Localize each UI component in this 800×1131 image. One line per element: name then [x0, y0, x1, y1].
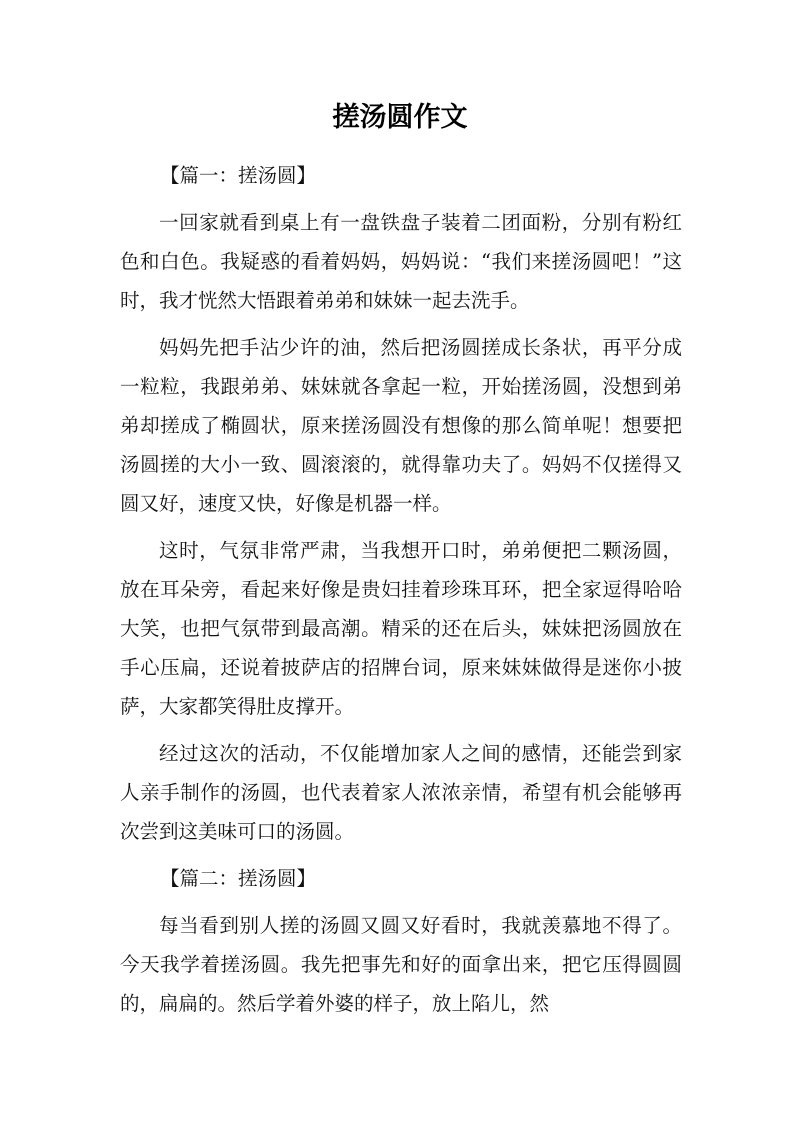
- section-2-paragraph-1: 每当看到别人搓的汤圆又圆又好看时，我就羡慕地不得了。今天我学着搓汤圆。我先把事先和好的面拿出来，把它压得圆圆的，扁扁的。然后学着外婆的样子，放上陷儿，然: [120, 914, 682, 1015]
- section-heading-2: 【篇二：搓汤圆】: [160, 867, 317, 890]
- section-1-paragraph-1: 一回家就看到桌上有一盘铁盘子装着二团面粉，分别有粉红色和白色。我疑惑的看着妈妈，妈妈说：“我们来搓汤圆吧！”这时，我才恍然大悟跟着弟弟和妹妹一起去洗手。: [120, 211, 682, 312]
- section-1-paragraph-3: 这时，气氛非常严肃，当我想开口时，弟弟便把二颗汤圆，放在耳朵旁，看起来好像是贵妇挂着珍珠耳环，把全家逗得哈哈大笑，也把气氛带到最高潮。精采的还在后头，妹妹把汤圆放在手心压扁，还说着披萨店的招牌台词，原来妹妹做得是迷你小披萨，大家都笑得肚皮撑开。: [120, 539, 682, 718]
- section-1-paragraph-4: 经过这次的活动，不仅能增加家人之间的感情，还能尝到家人亲手制作的汤圆，也代表着家人浓浓亲情，希望有机会能够再次尝到这美味可口的汤圆。: [120, 742, 682, 843]
- document-title: 搓汤圆作文: [332, 102, 468, 133]
- section-1-paragraph-2: 妈妈先把手沾少许的油，然后把汤圆搓成长条状，再平分成一粒粒，我跟弟弟、妹妹就各拿起一粒，开始搓汤圆，没想到弟弟却搓成了椭圆状，原来搓汤圆没有想像的那么简单呢！想要把汤圆搓的大小一致、圆滚滚的，就得靠功夫了。妈妈不仅搓得又圆又好，速度又快，好像是机器一样。: [120, 336, 682, 515]
- section-heading-1: 【篇一：搓汤圆】: [160, 164, 317, 187]
- document-body: [120, 156, 682, 1031]
